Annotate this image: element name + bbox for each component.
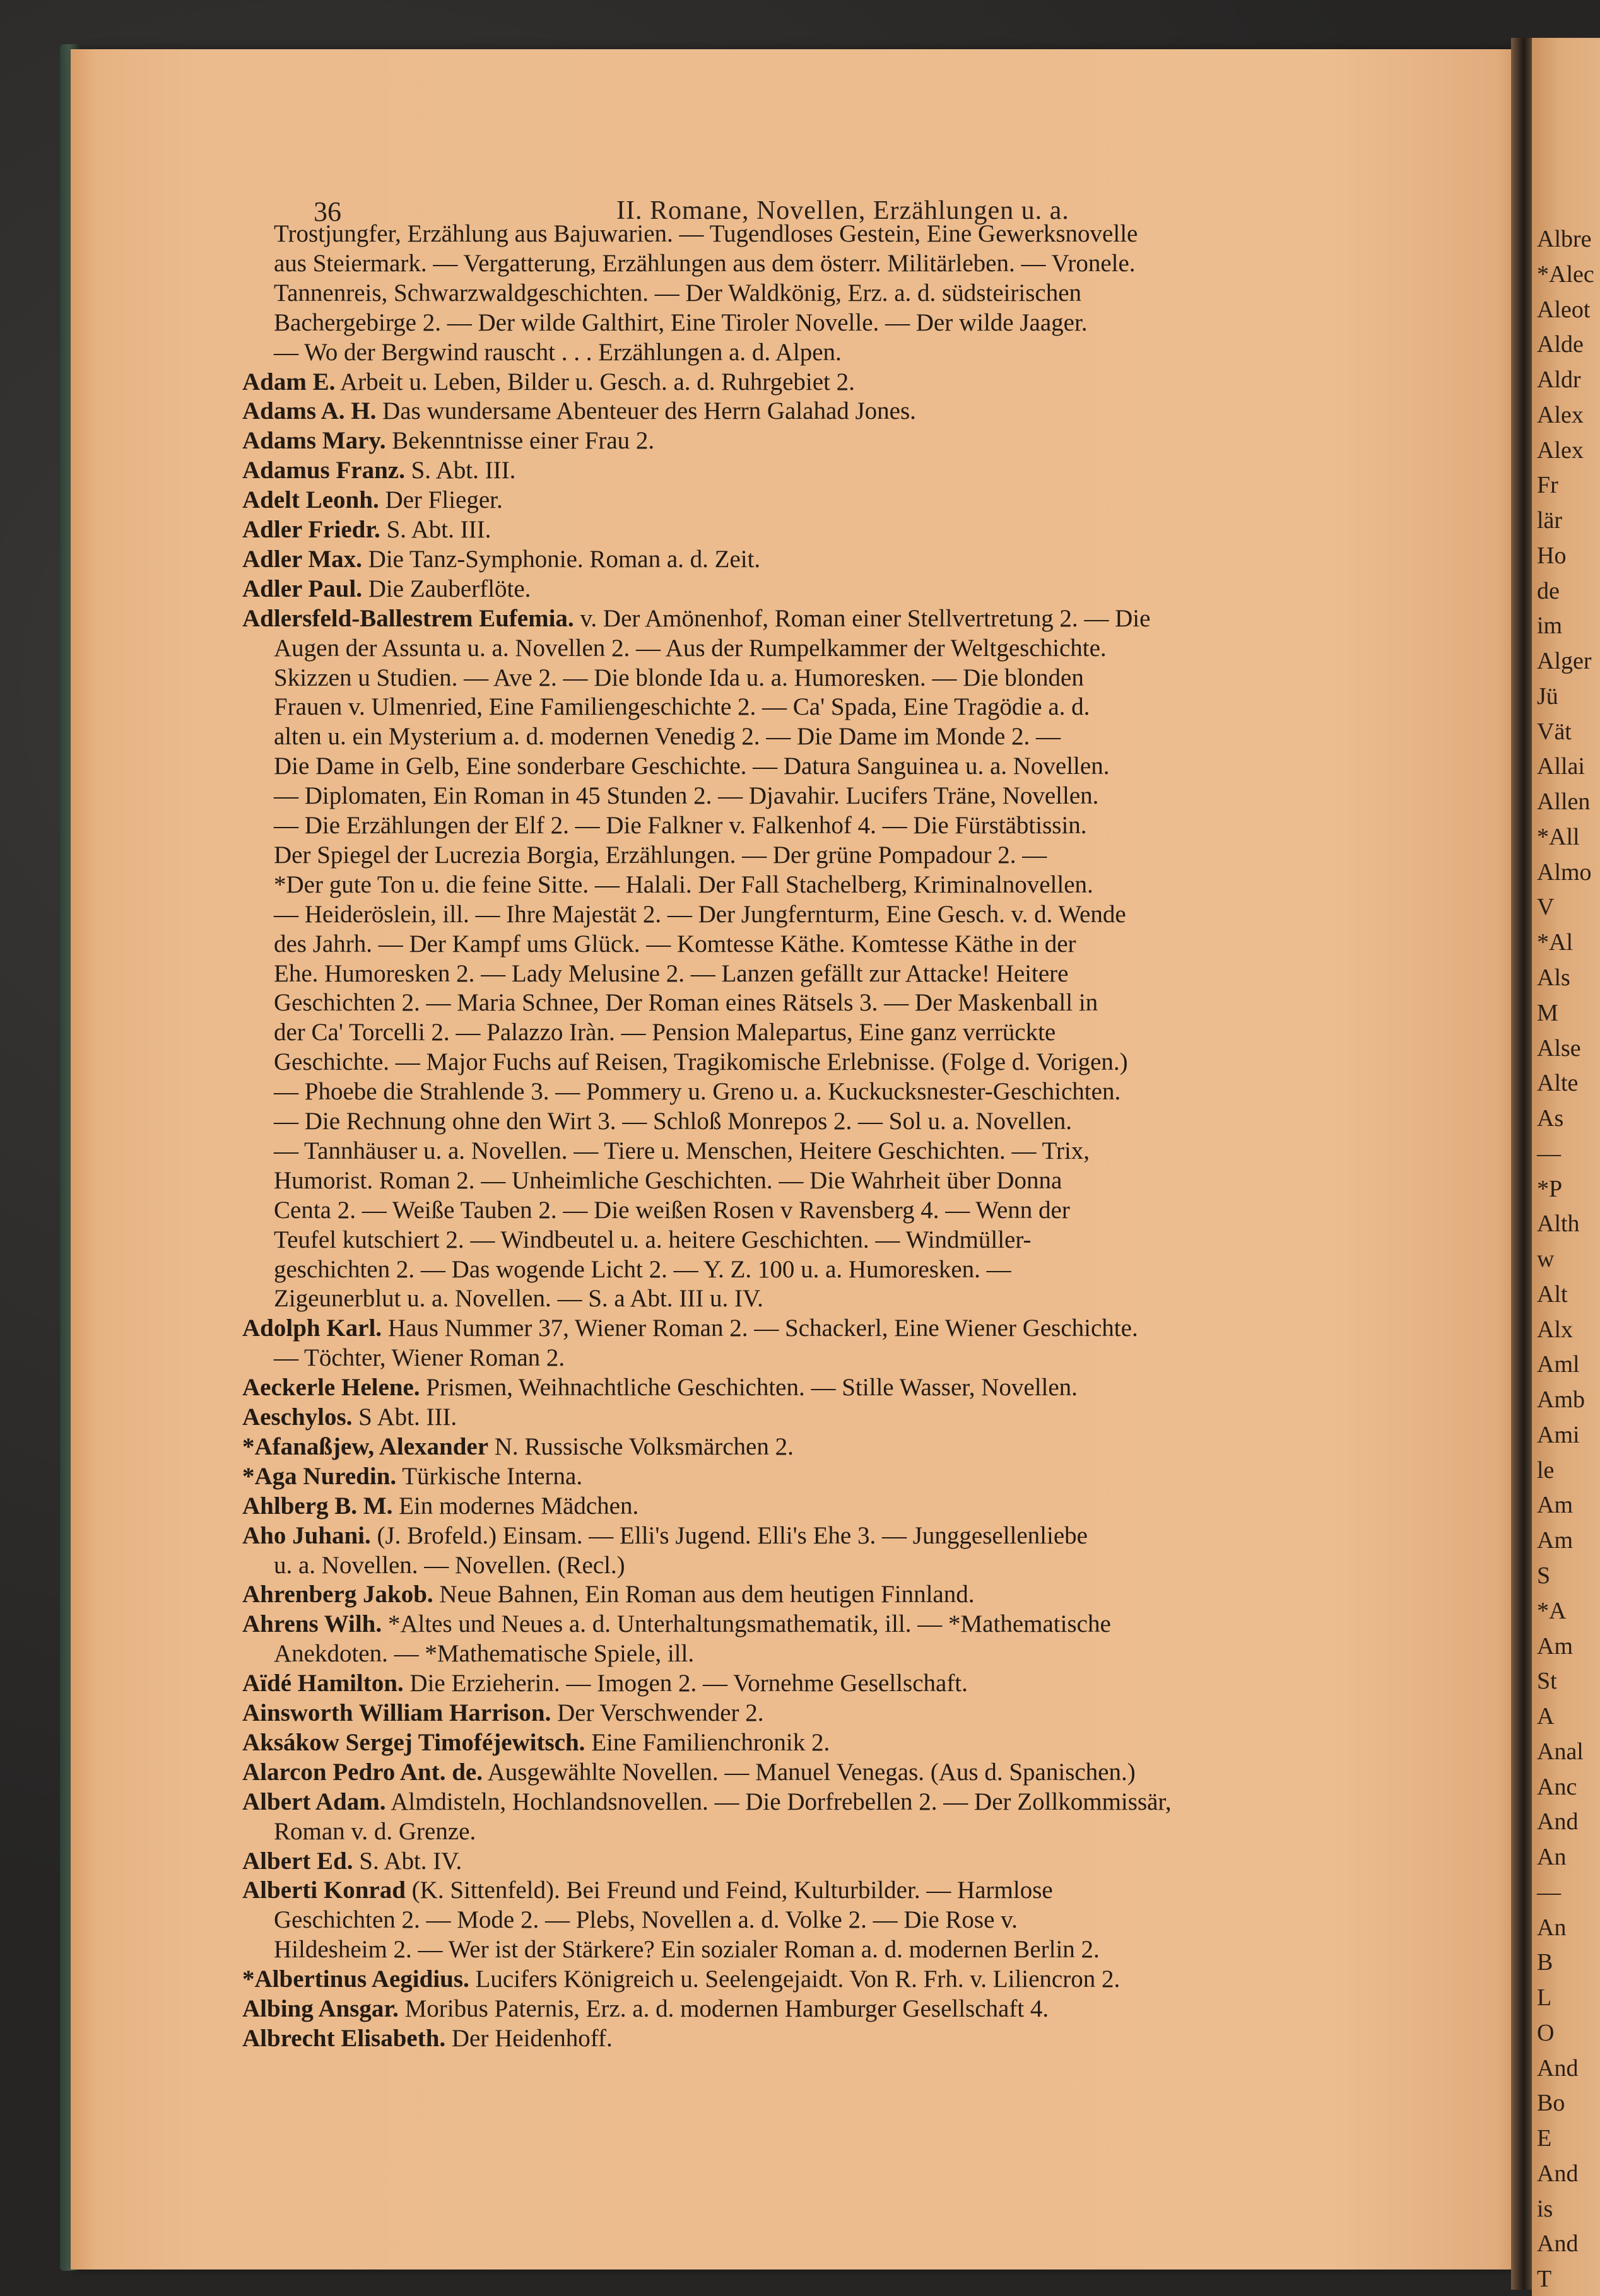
catalog-entry: [242, 1492, 1600, 1521]
catalog-entry-continuation: [274, 811, 1600, 840]
author-name: Aksákow Sergej Timoféjewitsch.: [242, 1728, 585, 1756]
entry-text: Bachergebirge 2. — Der wilde Galthirt, Eine Tiroler Novelle. — Der wilde Jaager.: [274, 308, 1088, 336]
catalog-entry: [242, 1610, 1600, 1639]
catalog-entry-continuation: [274, 752, 1600, 781]
book-gutter: [1511, 38, 1532, 2290]
facing-page-fragment: M: [1537, 999, 1558, 1026]
entry-text: Almdisteln, Hochlandsnovellen. — Die Dorfrebellen 2. — Der Zollkommissär,: [385, 1788, 1172, 1815]
catalog-entry: [242, 604, 1600, 633]
entry-text: Die Zauberflöte.: [362, 575, 531, 602]
facing-page-fragment: Am: [1537, 1632, 1573, 1660]
catalog-entry-continuation: [274, 1639, 1600, 1668]
entry-text: v. Der Amönenhof, Roman einer Stellvertretung 2. — Die: [574, 604, 1151, 632]
catalog-entry: [242, 1580, 1600, 1609]
facing-page-fragment: Allen: [1537, 788, 1591, 816]
catalog-entry-continuation: [274, 1255, 1600, 1284]
entry-text: Die Erzieherin. — Imogen 2. — Vornehme Gesellschaft.: [403, 1670, 968, 1697]
entry-text: Augen der Assunta u. a. Novellen 2. — Aus der Rumpelkammer der Weltgeschichte.: [274, 634, 1107, 662]
entry-text: Haus Nummer 37, Wiener Roman 2. — Schackerl, Eine Wiener Geschichte.: [382, 1315, 1138, 1342]
author-name: Albrecht Elisabeth.: [242, 2024, 446, 2052]
catalog-entry: [242, 1669, 1600, 1698]
entry-text: Zigeunerblut u. a. Novellen. — S. a Abt. III u. IV.: [274, 1285, 763, 1313]
catalog-entry: [242, 1728, 1600, 1757]
catalog-entry-continuation: [274, 693, 1600, 722]
catalog-entry: [242, 1432, 1600, 1461]
facing-page-fragment: T: [1537, 2266, 1552, 2293]
facing-page-fragment: Ho: [1537, 542, 1567, 569]
facing-page-fragment: Alse: [1537, 1034, 1581, 1062]
entry-text: S Abt. III.: [352, 1403, 457, 1431]
facing-page-fragment: *A: [1537, 1597, 1567, 1624]
entry-text: N. Russische Volksmärchen 2.: [488, 1432, 794, 1460]
author-name: Adelt Leonh.: [242, 486, 379, 514]
catalog-entry-continuation: [274, 1344, 1600, 1373]
author-name: Adams Mary.: [242, 427, 386, 455]
facing-page-fragment: And: [1537, 1808, 1579, 1836]
catalog-entry: [242, 2024, 1600, 2053]
entry-text: — Heideröslein, ill. — Ihre Majestät 2. — Der Jungfernturm, Eine Gesch. v. d. Wende: [274, 900, 1126, 928]
catalog-entry-continuation: [274, 308, 1600, 337]
entry-text: Prismen, Weihnachtliche Geschichten. — Stille Wasser, Novellen.: [420, 1374, 1078, 1402]
facing-page-fragment: An: [1537, 1844, 1567, 1871]
author-name: Adams A. H.: [242, 397, 377, 425]
facing-page-fragment: —: [1537, 1140, 1561, 1167]
entry-text: *Der gute Ton u. die feine Sitte. — Halali. Der Fall Stachelberg, Kriminalnovellen.: [274, 870, 1093, 898]
facing-page-fragment: *P: [1537, 1175, 1563, 1202]
catalog-entry-continuation: [274, 1906, 1600, 1935]
page-number: 36: [314, 196, 341, 227]
catalog-entry-continuation: [274, 220, 1600, 252]
facing-page-fragment: Anal: [1537, 1738, 1584, 1765]
author-name: Aïdé Hamilton.: [242, 1670, 404, 1697]
entry-text: Humorist. Roman 2. — Unheimliche Geschichten. — Die Wahrheit über Donna: [274, 1166, 1062, 1194]
facing-page-fragment: An: [1537, 1914, 1567, 1941]
facing-page-fragment: lär: [1537, 507, 1563, 534]
facing-page-fragment: And: [1537, 2054, 1579, 2082]
entry-text: Geschichten 2. — Mode 2. — Plebs, Novellen a. d. Volke 2. — Die Rose v.: [274, 1906, 1018, 1934]
entry-text: (J. Brofeld.) Einsam. — Elli's Jugend. Elli's Ehe 3. — Junggesellenliebe: [370, 1521, 1088, 1549]
facing-page-fragment: Allai: [1537, 753, 1585, 780]
catalog-entry-continuation: [274, 249, 1600, 278]
facing-page-fragment: Vät: [1537, 718, 1572, 745]
running-title: II. Romane, Novellen, Erzählungen u. a.: [616, 196, 1069, 225]
facing-page-fragment: Alde: [1537, 331, 1584, 358]
entry-text: S. Abt. III.: [380, 516, 491, 543]
author-name: Ainsworth William Harrison.: [242, 1699, 551, 1726]
catalog-entry-continuation: [274, 930, 1600, 959]
entry-text: geschichten 2. — Das wogende Licht 2. — Y. Z. 100 u. a. Humoresken. —: [274, 1255, 1011, 1283]
entry-text: — Wo der Bergwind rauscht . . . Erzählungen a. d. Alpen.: [274, 338, 842, 366]
entry-text: — Tannhäuser u. a. Novellen. — Tiere u. Menschen, Heitere Geschichten. — Trix,: [274, 1137, 1090, 1164]
facing-page-fragment: Fr: [1537, 472, 1558, 499]
facing-page-fragment: im: [1537, 612, 1563, 640]
facing-page-fragment: E: [1537, 2125, 1552, 2152]
facing-page-fragment: Alte: [1537, 1070, 1579, 1097]
facing-page-fragment: Als: [1537, 964, 1570, 992]
entry-text: Skizzen u Studien. — Ave 2. — Die blonde Ida u. a. Humoresken. — Die blonden: [274, 664, 1084, 691]
author-name: Adler Paul.: [242, 575, 362, 602]
facing-page-fragment: Alt: [1537, 1280, 1568, 1308]
entry-text: Anekdoten. — *Mathematische Spiele, ill.: [274, 1640, 695, 1668]
catalog-entry-continuation: [274, 1817, 1600, 1846]
entry-text: — Die Rechnung ohne den Wirt 3. — Schloß Monrepos 2. — Sol u. a. Novellen.: [274, 1108, 1073, 1135]
facing-page-fragment: Albre: [1537, 226, 1592, 252]
entry-text: Türkische Interna.: [396, 1462, 583, 1490]
entry-text: (K. Sittenfeld). Bei Freund und Feind, Kulturbilder. — Harmlose: [405, 1877, 1053, 1904]
entry-text: des Jahrh. — Der Kampf ums Glück. — Komtesse Käthe. Komtesse Käthe in der: [274, 930, 1076, 958]
catalog-entry: [242, 1699, 1600, 1728]
catalog-entry: [242, 1876, 1600, 1905]
catalog-entry: [242, 542, 1600, 574]
facing-page-fragment: Alx: [1537, 1316, 1573, 1343]
catalog-entry-continuation: [274, 841, 1600, 870]
catalog-entry-continuation: [274, 1018, 1600, 1047]
facing-page-fragment: Aml: [1537, 1351, 1580, 1378]
catalog-entry-continuation: [274, 1196, 1600, 1225]
entry-text: Geschichte. — Major Fuchs auf Reisen, Tragikomische Erlebnisse. (Folge d. Vorigen.): [274, 1048, 1128, 1076]
catalog-entry-continuation: [274, 1551, 1600, 1580]
author-name: Ahrenberg Jakob.: [242, 1581, 433, 1608]
entry-text: Die Tanz-Symphonie. Roman a. d. Zeit.: [362, 545, 761, 573]
catalog-entry: [242, 1314, 1600, 1343]
facing-page-edge: [1532, 38, 1600, 2296]
catalog-entry: [242, 1788, 1600, 1817]
facing-page-fragment: Alth: [1537, 1210, 1580, 1238]
facing-page-fragment: *Alec: [1537, 261, 1594, 288]
entry-text: Der Heidenhoff.: [445, 2024, 613, 2052]
catalog-entry-continuation: [274, 1107, 1600, 1136]
facing-page-fragment: V: [1537, 894, 1555, 921]
catalog-entry-continuation: [274, 634, 1600, 663]
catalog-entry-continuation: [274, 988, 1600, 1017]
entry-text: Das wundersame Abenteuer des Herrn Galahad Jones.: [376, 397, 916, 425]
entry-text: alten u. ein Mysterium a. d. modernen Venedig 2. — Die Dame im Monde 2. —: [274, 723, 1061, 751]
catalog-entry: [242, 1844, 1600, 1876]
facing-page-fragment: And: [1537, 2230, 1579, 2258]
catalog-entry: [242, 575, 1600, 604]
catalog-entry: [242, 1758, 1600, 1787]
author-name: Adler Friedr.: [242, 516, 380, 543]
author-name: Adler Max.: [242, 545, 362, 573]
facing-page-fragment: L: [1537, 1984, 1552, 2012]
author-name: Ahrens Wilh.: [242, 1610, 382, 1638]
entry-text: — Töchter, Wiener Roman 2.: [274, 1344, 565, 1372]
entry-text: der Ca' Torcelli 2. — Palazzo Iràn. — Pension Malepartus, Eine ganz verrückte: [274, 1019, 1056, 1046]
author-name: Ahlberg B. M.: [242, 1492, 393, 1520]
facing-page-fragment: Jü: [1537, 682, 1558, 710]
entry-text: Arbeit u. Leben, Bilder u. Gesch. a. d. Ruhrgebiet 2.: [335, 368, 855, 395]
facing-page-fragment: And: [1537, 2160, 1579, 2187]
catalog-entry-continuation: [274, 1280, 1600, 1313]
facing-page-fragment: B: [1537, 1949, 1553, 1976]
catalog-entry-continuation: [274, 1077, 1600, 1106]
entry-text: S. Abt. IV.: [353, 1847, 462, 1875]
catalog-entry-continuation: [274, 959, 1600, 992]
entry-text: Centa 2. — Weiße Tauben 2. — Die weißen Rosen v Ravensberg 4. — Wenn der: [274, 1196, 1070, 1224]
facing-page-fragment: A: [1537, 1703, 1555, 1730]
entry-text: Der Verschwender 2.: [551, 1699, 764, 1726]
facing-page-fragment: Alger: [1537, 648, 1592, 675]
entry-text: Ausgewählte Novellen. — Manuel Venegas. (Aus d. Spanischen.): [482, 1758, 1136, 1786]
entry-text: *Altes und Neues a. d. Unterhaltungsmathematik, ill. — *Mathematische: [382, 1610, 1111, 1638]
entry-text: — Diplomaten, Ein Roman in 45 Stunden 2. — Djavahir. Lucifers Träne, Novellen.: [274, 782, 1099, 810]
entry-text: Roman v. d. Grenze.: [274, 1817, 476, 1845]
facing-page-fragment: Alex: [1537, 401, 1584, 428]
facing-page-fragment: Anc: [1537, 1773, 1577, 1800]
author-name: Adam E.: [242, 368, 336, 395]
author-name: Alarcon Pedro Ant. de.: [242, 1758, 483, 1786]
entry-text: Bekenntnisse einer Frau 2.: [385, 427, 655, 455]
entry-text: S. Abt. III.: [404, 457, 516, 484]
entry-text: Eine Familienchronik 2.: [585, 1728, 830, 1756]
catalog-entry-continuation: [274, 1935, 1600, 1964]
entry-text: — Phoebe die Strahlende 3. — Pommery u. Greno u. a. Kuckucksnester-Geschichten.: [274, 1078, 1121, 1106]
catalog-entry-continuation: [274, 664, 1600, 693]
catalog-entry: [242, 1462, 1600, 1491]
facing-page-fragment: *Al: [1537, 929, 1573, 956]
facing-page-fragment: Aldr: [1537, 366, 1581, 394]
entry-text: Lucifers Königreich u. Seelengejaidt. Von R. Frh. v. Liliencron 2.: [469, 1965, 1121, 1993]
facing-page-fragment: w: [1537, 1246, 1555, 1273]
catalog-entry: [242, 1994, 1600, 2024]
author-name: Aeschylos.: [242, 1403, 353, 1431]
catalog-entry-continuation: [274, 279, 1600, 308]
entry-text: Der Spiegel der Lucrezia Borgia, Erzählungen. — Der grüne Pompadour 2. —: [274, 841, 1047, 869]
facing-page-fragment: S: [1537, 1562, 1551, 1589]
author-name: *Albertinus Aegidius.: [242, 1965, 469, 1993]
author-name: Albert Ed.: [242, 1847, 353, 1875]
catalog-entry-continuation: [274, 1226, 1600, 1255]
author-name: Albert Adam.: [242, 1788, 386, 1815]
catalog-entry: [242, 456, 1600, 485]
catalog-entry: [242, 1373, 1600, 1402]
catalog-entry-continuation: [274, 338, 1600, 367]
author-name: Adolph Karl.: [242, 1315, 382, 1342]
entry-text: Teufel kutschiert 2. — Windbeutel u. a. heitere Geschichten. — Windmüller-: [274, 1226, 1032, 1253]
catalog-entry: [242, 515, 1600, 544]
entry-text: Hildesheim 2. — Wer ist der Stärkere? Ein sozialer Roman a. d. modernen Berlin 2.: [274, 1936, 1100, 1964]
facing-page-fragment: is: [1537, 2195, 1553, 2222]
author-name: Albing Ansgar.: [242, 1995, 399, 2022]
author-name: *Afanaßjew, Alexander: [242, 1432, 488, 1460]
facing-page-fragment: —: [1537, 1878, 1561, 1906]
facing-page-fragment: de: [1537, 577, 1560, 604]
entry-text: Die Dame in Gelb, Eine sonderbare Geschichte. — Datura Sanguinea u. a. Novellen.: [274, 753, 1110, 780]
entry-text: Trostjungfer, Erzählung aus Bajuwarien. — Tugendloses Gestein, Eine Gewerksnovelle: [274, 220, 1138, 247]
catalog-entry-continuation: [274, 1166, 1600, 1195]
author-name: Alberti Konrad: [242, 1877, 406, 1904]
facing-page-fragment: le: [1537, 1456, 1555, 1484]
catalog-entry-continuation: [274, 900, 1600, 929]
author-name: Aeckerle Helene.: [242, 1374, 420, 1402]
facing-page-fragment: Ami: [1537, 1421, 1580, 1448]
entry-text: Moribus Paternis, Erz. a. d. modernen Hamburger Gesellschaft 4.: [398, 1995, 1049, 2022]
catalog-entry-continuation: [274, 718, 1600, 751]
author-name: Aho Juhani.: [242, 1521, 371, 1549]
facing-page-fragment: Am: [1537, 1527, 1573, 1554]
facing-page-fragment: *All: [1537, 823, 1580, 850]
entry-text: Geschichten 2. — Maria Schnee, Der Roman eines Rätsels 3. — Der Maskenball in: [274, 989, 1098, 1017]
book-page: [71, 49, 1522, 2270]
facing-page-fragment: Amb: [1537, 1386, 1585, 1414]
catalog-entry-continuation: [274, 870, 1600, 899]
facing-page-fragment: St: [1537, 1668, 1557, 1695]
facing-page-fragment: Aleot: [1537, 296, 1591, 323]
author-name: Adlersfeld-Ballestrem Eufemia.: [242, 604, 574, 632]
entry-text: Der Flieger.: [379, 486, 503, 514]
entry-text: Ein modernes Mädchen.: [392, 1492, 639, 1520]
catalog-entry: [242, 397, 1600, 426]
catalog-entry: [242, 486, 1600, 515]
facing-page-fragment: Alex: [1537, 436, 1584, 464]
catalog-entry: [242, 1965, 1600, 1994]
entry-text: Neue Bahnen, Ein Roman aus dem heutigen Finnland.: [433, 1581, 975, 1608]
catalog-entry-continuation: [274, 1048, 1600, 1077]
entry-text: Tannenreis, Schwarzwaldgeschichten. — Der Waldkönig, Erz. a. d. südsteirischen: [274, 279, 1082, 307]
catalog-entry: [242, 426, 1600, 455]
entry-text: u. a. Novellen. — Novellen. (Recl.): [274, 1551, 625, 1579]
entry-text: Ehe. Humoresken 2. — Lady Melusine 2. — Lanzen gefällt zur Attacke! Heitere: [274, 959, 1069, 987]
facing-page-fragment: Almo: [1537, 858, 1592, 886]
catalog-entry-continuation: [274, 1137, 1600, 1166]
author-name: *Aga Nuredin.: [242, 1462, 397, 1490]
catalog-entry: [242, 1403, 1600, 1432]
entry-text: aus Steiermark. — Vergatterung, Erzählungen aus dem österr. Militärleben. — Vronele.: [274, 249, 1136, 277]
facing-page-fragment: O: [1537, 2019, 1555, 2046]
author-name: Adamus Franz.: [242, 457, 405, 484]
facing-page-fragment: As: [1537, 1105, 1564, 1132]
entry-text: Frauen v. Ulmenried, Eine Familiengeschichte 2. — Ca' Spada, Eine Tragödie a. d.: [274, 693, 1090, 721]
catalog-entry-continuation: [274, 782, 1600, 811]
catalog-entry: [242, 1521, 1600, 1554]
facing-page-fragment: Bo: [1537, 2090, 1565, 2117]
catalog-entry: [242, 368, 1600, 397]
facing-page-fragment: Am: [1537, 1492, 1573, 1519]
entry-text: — Die Erzählungen der Elf 2. — Die Falkner v. Falkenhof 4. — Die Fürstäbtissin.: [274, 812, 1087, 839]
